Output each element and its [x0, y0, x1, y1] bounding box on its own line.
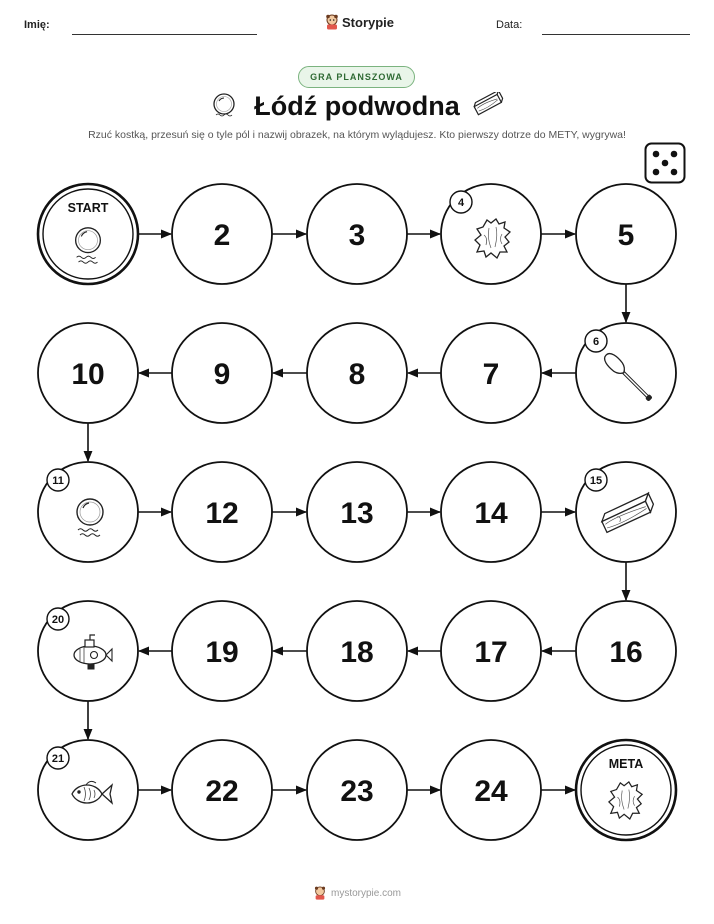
- field-number: 11: [52, 475, 64, 487]
- date-label: Data:: [496, 19, 523, 31]
- field-number: 18: [340, 636, 374, 669]
- field-number: 8: [348, 358, 366, 391]
- field-number: 23: [340, 775, 374, 808]
- board-field[interactable]: [441, 601, 541, 701]
- board-field[interactable]: [38, 740, 138, 840]
- board-field[interactable]: [576, 323, 676, 423]
- board-field[interactable]: [172, 601, 272, 701]
- field-number: 13: [340, 497, 374, 530]
- board-field[interactable]: [307, 323, 407, 423]
- field-number: 7: [482, 358, 500, 391]
- game-type-badge: GRA PLANSZOWA: [298, 66, 415, 88]
- name-label: Imię:: [24, 19, 50, 31]
- board-field[interactable]: [441, 323, 541, 423]
- field-number: 2: [213, 219, 231, 252]
- field-number: 3: [348, 219, 366, 252]
- brand-name: Storypie: [342, 14, 395, 30]
- field-number: 9: [213, 358, 231, 391]
- board-field[interactable]: [441, 740, 541, 840]
- page-title: Łódź podwodna: [254, 91, 460, 121]
- board-field[interactable]: [172, 740, 272, 840]
- field-number: 24: [474, 775, 508, 808]
- field-number: 5: [617, 219, 635, 252]
- field-label: START: [67, 201, 109, 215]
- instructions-text: Rzuć kostką, przesuń się o tyle pól i nazwij obrazek, na którym wylądujesz. Kto pierwszy dotrze do METY, wygrywa!: [88, 129, 626, 141]
- board-field[interactable]: [576, 184, 676, 284]
- field-number: 12: [205, 497, 239, 530]
- board-field[interactable]: [172, 184, 272, 284]
- board-field[interactable]: [38, 323, 138, 423]
- board-field[interactable]: [172, 462, 272, 562]
- board-field[interactable]: [38, 462, 138, 562]
- field-number: 4: [457, 197, 465, 209]
- board-field[interactable]: [307, 601, 407, 701]
- board-field[interactable]: [307, 184, 407, 284]
- field-number: 15: [589, 475, 603, 487]
- field-label: META: [608, 757, 644, 771]
- board-field[interactable]: [307, 462, 407, 562]
- board-field[interactable]: [38, 601, 138, 701]
- board-field[interactable]: [576, 462, 676, 562]
- field-number: 14: [474, 497, 508, 530]
- board-field[interactable]: [441, 184, 541, 284]
- finish-field[interactable]: [576, 740, 676, 840]
- start-field[interactable]: [38, 184, 138, 284]
- field-number: 16: [609, 636, 643, 669]
- field-number: 22: [205, 775, 239, 808]
- field-number: 19: [205, 636, 239, 669]
- board-field[interactable]: [307, 740, 407, 840]
- field-number: 20: [51, 614, 65, 626]
- field-number: 17: [474, 636, 508, 669]
- board-field[interactable]: [172, 323, 272, 423]
- board-field[interactable]: [441, 462, 541, 562]
- field-number: 10: [71, 358, 105, 391]
- board-field[interactable]: [576, 601, 676, 701]
- field-number: 21: [51, 753, 65, 765]
- field-number: 6: [592, 336, 600, 348]
- storypie-mascot-icon: [313, 886, 327, 900]
- footer: [0, 886, 714, 900]
- footer-url: mystorypie.com: [330, 887, 401, 899]
